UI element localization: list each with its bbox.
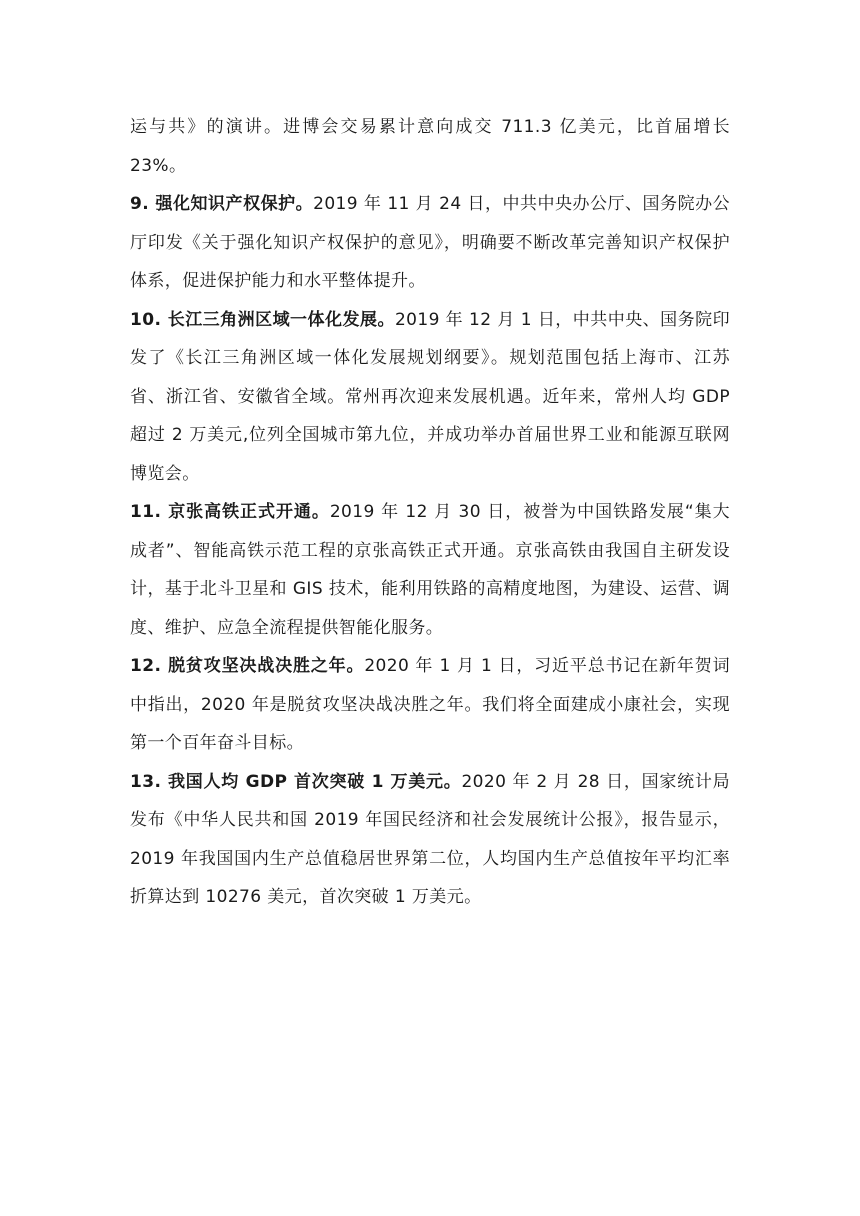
paragraph-item-9: [130, 185, 730, 301]
paragraph-continuation: [130, 108, 730, 185]
paragraph-body: 2020 年 2 月 28 日，国家统计局发布《中华人民共和国 2019 年国民经济和社会发展统计公报》，报告显示，2019 年我国国内生产总值稳居世界第二位，人均国内生产总值按年平均汇率折算达到 10276 美元，首次突破 1 万美元。: [130, 771, 730, 907]
document-body: [130, 108, 730, 917]
paragraph-body: 2019 年 11 月 24 日，中共中央办公厅、国务院办公厅印发《关于强化知识产权保护的意见》，明确要不断改革完善知识产权保护体系，促进保护能力和水平整体提升。: [130, 194, 730, 291]
paragraph-heading: 11. 京张高铁正式开通。: [130, 502, 330, 522]
paragraph-heading: 12. 脱贫攻坚决战决胜之年。: [130, 656, 365, 676]
paragraph-item-13: [130, 763, 730, 917]
paragraph-item-10: [130, 301, 730, 494]
paragraph-item-12: [130, 647, 730, 763]
paragraph-body: 运与共》的演讲。进博会交易累计意向成交 711.3 亿美元，比首届增长 23%。: [130, 117, 730, 176]
paragraph-body: 2019 年 12 月 1 日，中共中央、国务院印发了《长江三角洲区域一体化发展规划纲要》。规划范围包括上海市、江苏省、浙江省、安徽省全域。常州再次迎来发展机遇。近年来，常州人均 GDP 超过 2 万美元,位列全国城市第九位，并成功举办首届世界工业和能源互联网博览会。: [130, 309, 730, 484]
paragraph-body: 2020 年 1 月 1 日，习近平总书记在新年贺词中指出，2020 年是脱贫攻坚决战决胜之年。我们将全面建成小康社会，实现第一个百年奋斗目标。: [130, 656, 730, 753]
paragraph-heading: 9. 强化知识产权保护。: [130, 194, 314, 214]
paragraph-heading: 13. 我国人均 GDP 首次突破 1 万美元。: [130, 771, 462, 792]
paragraph-heading: 10. 长江三角洲区域一体化发展。: [130, 309, 395, 330]
paragraph-body: 2019 年 12 月 30 日，被誉为中国铁路发展“集大成者”、智能高铁示范工程的京张高铁正式开通。京张高铁由我国自主研发设计，基于北斗卫星和 GIS 技术，能利用铁路的高精度地图，为建设、运营、调度、维护、应急全流程提供智能化服务。: [130, 502, 731, 638]
paragraph-item-11: [130, 493, 730, 647]
